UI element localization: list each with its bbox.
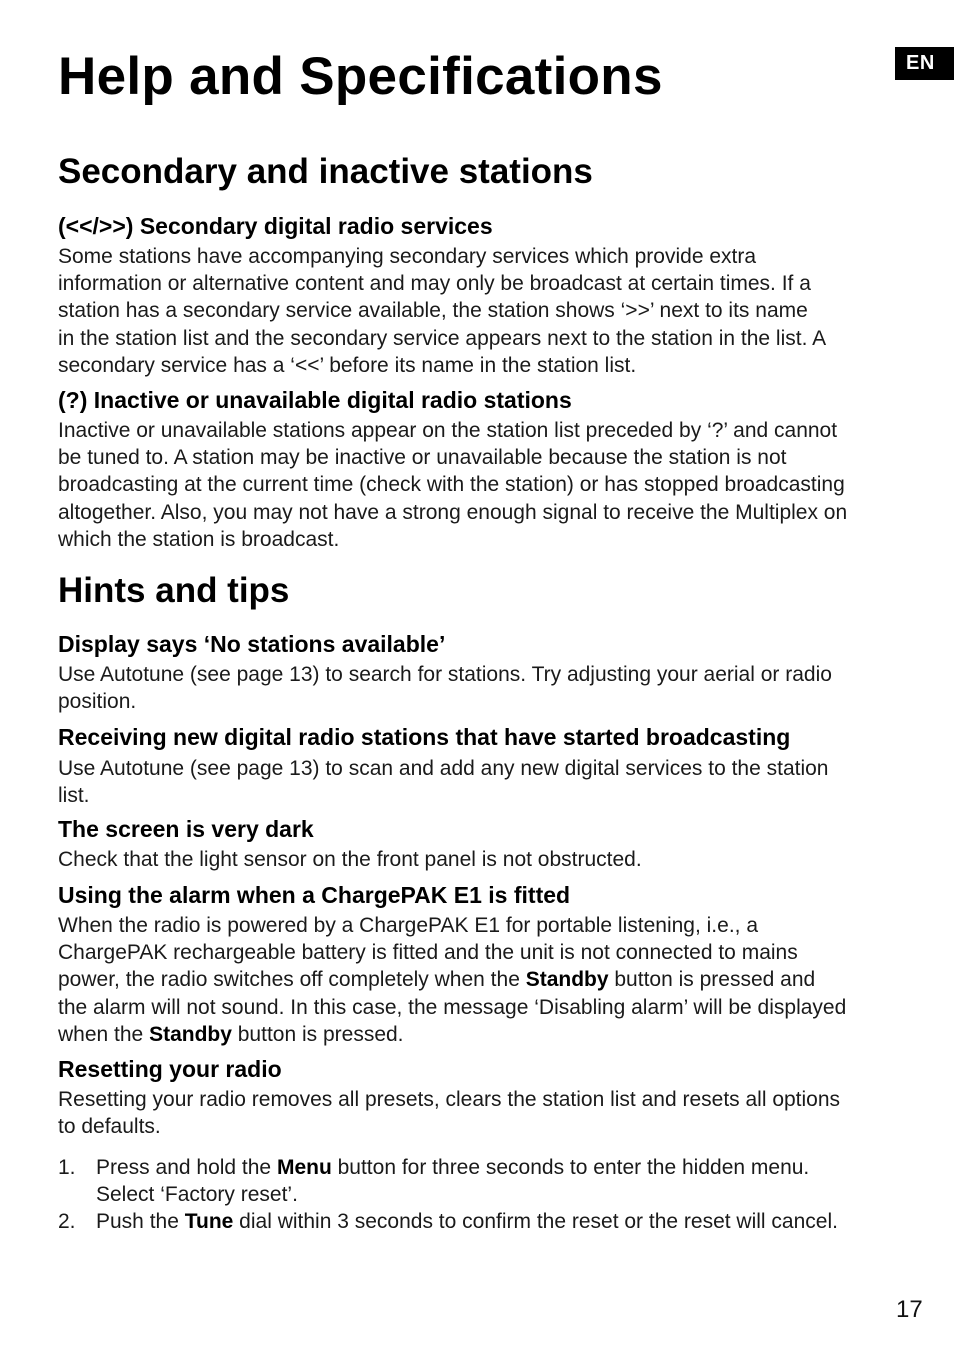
subheading-new-stations: Receiving new digital radio stations that have started broadcasting bbox=[58, 724, 791, 750]
tune-dial-reference: Tune bbox=[184, 1210, 234, 1233]
paragraph-line: which the station is broadcast. bbox=[58, 527, 340, 551]
paragraph-reset bbox=[58, 1086, 908, 1140]
paragraph-line: Use Autotune (see page 13) to search for stations. Try adjusting your aerial or radio bbox=[58, 663, 832, 686]
paragraph-line bbox=[58, 966, 908, 993]
subheading-no-stations: Display says ‘No stations available’ bbox=[58, 631, 446, 657]
section-heading-hints: Hints and tips bbox=[58, 571, 290, 610]
standby-button-reference: Standby bbox=[149, 1022, 232, 1046]
menu-button-reference: Menu bbox=[276, 1156, 332, 1179]
text-run: power, the radio switches off completely when the bbox=[58, 968, 526, 992]
subheading-dark-screen: The screen is very dark bbox=[58, 816, 314, 842]
paragraph-line: Resetting your radio removes all presets, clears the station list and resets all options bbox=[58, 1088, 841, 1111]
paragraph-line: Select ‘Factory reset’. bbox=[96, 1183, 298, 1207]
text-run: dial within 3 seconds to confirm the reset or the reset will cancel. bbox=[233, 1210, 838, 1233]
paragraph-line: When the radio is powered by a ChargePAK E1 for portable listening, i.e., a bbox=[58, 914, 759, 937]
paragraph-alarm bbox=[58, 912, 908, 1048]
subheading-secondary-services: (<</>>) Secondary digital radio services bbox=[58, 213, 493, 239]
page-number: 17 bbox=[896, 1296, 923, 1323]
paragraph-line bbox=[96, 1154, 906, 1181]
language-badge: EN bbox=[895, 47, 954, 80]
paragraph-line: position. bbox=[58, 690, 137, 714]
standby-button-reference: Standby bbox=[525, 968, 609, 992]
paragraph-line: in the station list and the secondary service appears next to the station in the list. A bbox=[58, 326, 827, 350]
paragraph-line: Inactive or unavailable stations appear on the station list preceded by ‘?’ and cannot bbox=[58, 419, 838, 442]
paragraph-secondary-services bbox=[58, 243, 908, 379]
subheading-alarm: Using the alarm when a ChargePAK E1 is fitted bbox=[58, 882, 571, 908]
paragraph-line: information or alternative content and may only be broadcast at certain times. If a bbox=[58, 272, 811, 296]
paragraph-line: secondary service has a ‘<<’ before its name in the station list. bbox=[58, 353, 637, 377]
text-run: button is pressed and bbox=[608, 968, 816, 992]
subheading-inactive-stations: (?) Inactive or unavailable digital radio stations bbox=[58, 387, 572, 413]
section-heading-secondary: Secondary and inactive stations bbox=[58, 152, 593, 191]
paragraph-new-stations bbox=[58, 755, 908, 809]
paragraph-dark-screen bbox=[58, 846, 908, 873]
paragraph-line: the alarm will not sound. In this case, the message ‘Disabling alarm’ will be displayed bbox=[58, 995, 847, 1019]
text-run: button is pressed. bbox=[231, 1022, 404, 1046]
step-number: 2. bbox=[58, 1210, 76, 1233]
text-run: when the bbox=[58, 1022, 150, 1046]
text-run: Push the bbox=[96, 1210, 185, 1233]
paragraph-line: Use Autotune (see page 13) to scan and add any new digital services to the station bbox=[58, 757, 829, 780]
page-title: Help and Specifications bbox=[58, 47, 663, 106]
paragraph-line: broadcasting at the current time (check with the station) or has stopped broadcasting bbox=[58, 473, 845, 497]
paragraph-line: Some stations have accompanying secondary services which provide extra bbox=[58, 245, 757, 268]
paragraph-line bbox=[58, 1021, 908, 1048]
text-run: button for three seconds to enter the hidden menu. bbox=[331, 1156, 810, 1179]
paragraph-line: list. bbox=[58, 784, 90, 808]
paragraph-line: station has a secondary service available, the station shows ‘>>’ next to its name bbox=[58, 299, 808, 323]
paragraph-line: Check that the light sensor on the front panel is not obstructed. bbox=[58, 848, 642, 871]
paragraph-line: altogether. Also, you may not have a strong enough signal to receive the Multiplex on bbox=[58, 500, 848, 524]
paragraph-line: to defaults. bbox=[58, 1115, 161, 1139]
paragraph-line bbox=[96, 1208, 906, 1235]
step-text bbox=[96, 1208, 906, 1235]
paragraph-inactive-stations bbox=[58, 417, 908, 553]
text-run: Press and hold the bbox=[96, 1156, 277, 1179]
subheading-reset: Resetting your radio bbox=[58, 1056, 282, 1082]
step-text bbox=[96, 1154, 906, 1208]
paragraph-line: be tuned to. A station may be inactive or unavailable because the station is not bbox=[58, 446, 787, 470]
paragraph-no-stations bbox=[58, 661, 908, 715]
step-number: 1. bbox=[58, 1156, 76, 1179]
paragraph-line: ChargePAK rechargeable battery is fitted and the unit is not connected to mains bbox=[58, 941, 798, 965]
